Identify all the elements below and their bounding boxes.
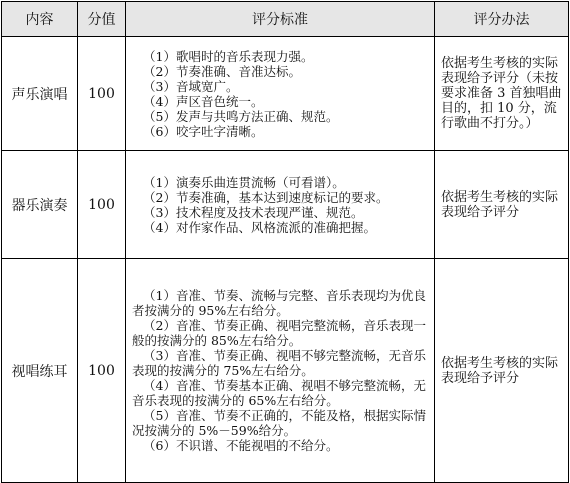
header-criteria: 评分标准 bbox=[126, 2, 435, 37]
score-cell: 100 bbox=[78, 259, 126, 483]
criteria-line: （3）音域宽广。 bbox=[143, 78, 239, 94]
method-cell bbox=[435, 151, 569, 259]
criteria-line: （4）声区音色统一。 bbox=[143, 93, 264, 109]
criteria-line: （3）技术程度及技术表现严谨、规范。 bbox=[143, 204, 364, 220]
table-row-sight-singing bbox=[2, 259, 569, 483]
header-item: 内容 bbox=[2, 2, 78, 37]
criteria-line: （6）咬字吐字清晰。 bbox=[143, 123, 264, 139]
criteria-line: （1）歌唱时的音乐表现力强。 bbox=[143, 48, 314, 64]
score-cell: 100 bbox=[78, 37, 126, 151]
method-cell bbox=[435, 37, 569, 151]
header-method: 评分办法 bbox=[435, 2, 569, 37]
method-text: 依据考生考核的实际表现给予评分 bbox=[441, 355, 559, 386]
item-cell: 视唱练耳 bbox=[2, 259, 78, 483]
table-row-instrument bbox=[2, 151, 569, 259]
item-cell: 器乐演奏 bbox=[2, 151, 78, 259]
method-text: 依据考生考核的实际表现给予评分 bbox=[441, 189, 559, 220]
criteria-line: （2）音准、节奏正确、视唱完整流畅，音乐表现一般的按满分的 85%左右给分。 bbox=[132, 318, 426, 348]
criteria-line: （1）演奏乐曲连贯流畅（可看谱）。 bbox=[143, 174, 345, 190]
header-score: 分值 bbox=[78, 2, 126, 37]
criteria-cell bbox=[126, 37, 435, 151]
criteria-line: （1）音准、节奏、流畅与完整、音乐表现均为优良者按满分的 95%左右给分。 bbox=[132, 288, 426, 318]
score-cell: 100 bbox=[78, 151, 126, 259]
criteria-cell bbox=[126, 151, 435, 259]
method-cell bbox=[435, 259, 569, 483]
method-text: 依据考生考核的实际表现给予评分（未按要求准备 3 首独唱曲目的，扣 10 分，流行歌曲不打分。） bbox=[441, 56, 562, 131]
criteria-line: （5）音准、节奏不正确的，不能及格，根据实际情况按满分的 5%－59%给分。 bbox=[132, 408, 426, 438]
criteria-line: （2）节奏准确、音准达标。 bbox=[143, 63, 301, 79]
item-cell: 声乐演唱 bbox=[2, 37, 78, 151]
table-row-vocal bbox=[2, 37, 569, 151]
criteria-line: （3）音准、节奏正确、视唱不够完整流畅，无音乐表现的按满分的 75%左右给分。 bbox=[132, 348, 426, 378]
header-row bbox=[2, 2, 569, 37]
grading-table bbox=[1, 1, 569, 483]
criteria-line: （5）发声与共鸣方法正确、规范。 bbox=[143, 108, 339, 124]
criteria-line: （2）节奏准确，基本达到速度标记的要求。 bbox=[143, 189, 389, 205]
criteria-cell bbox=[126, 259, 435, 483]
criteria-line: （4）对作家作品、风格流派的准确把握。 bbox=[143, 219, 376, 235]
criteria-line: （6）不识谱、不能视唱的不给分。 bbox=[143, 438, 339, 453]
criteria-line: （4）音准、节奏基本正确、视唱不够完整流畅，无音乐表现的按满分的 65%左右给分。 bbox=[132, 378, 426, 408]
